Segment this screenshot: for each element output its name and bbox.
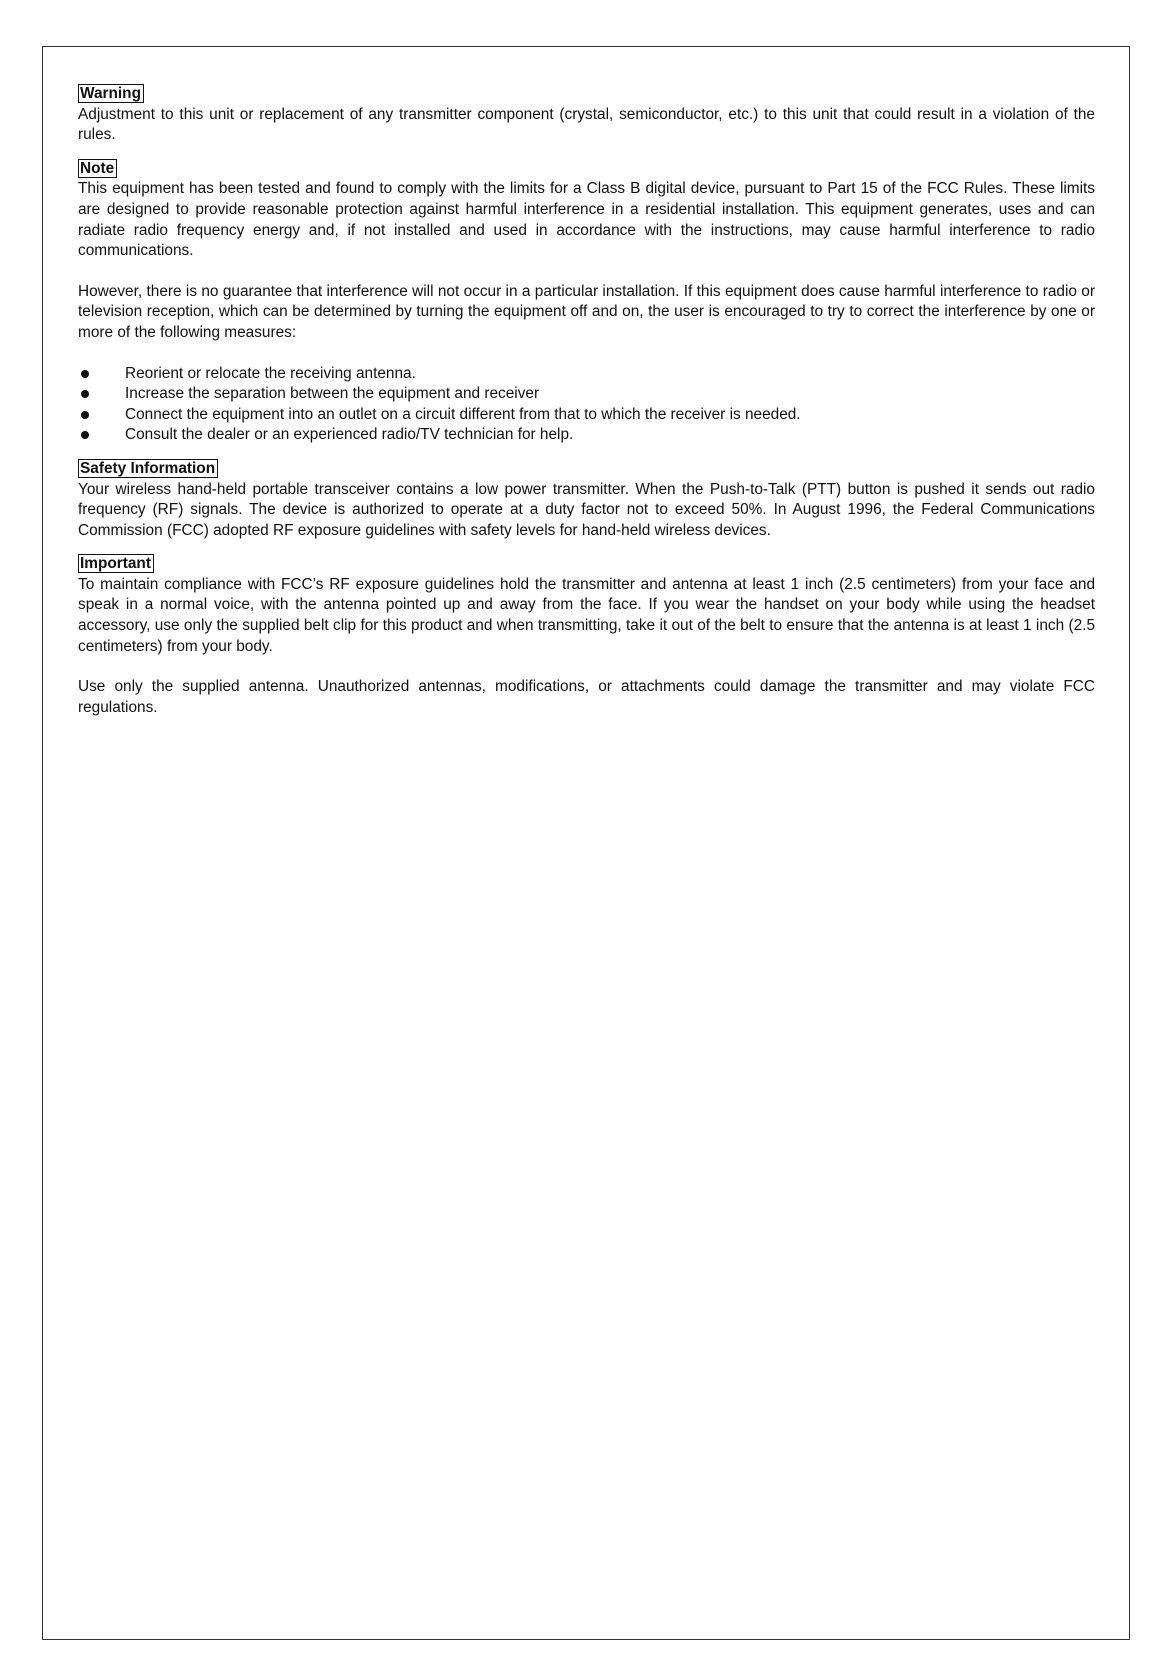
important-section <box>78 554 1095 718</box>
warning-text: Adjustment to this unit or replacement of any transmitter component (crystal, semiconductor, etc.) to this unit that could result in a violation of the rules. <box>78 105 1095 144</box>
safety-section <box>78 459 1095 541</box>
warning-heading: Warning <box>78 84 144 103</box>
bullet-icon <box>81 390 89 398</box>
bullet-icon <box>81 431 89 439</box>
document-body <box>78 84 1095 731</box>
list-item-text: Connect the equipment into an outlet on a circuit different from that to which the receiver is needed. <box>125 405 801 423</box>
list-item <box>78 364 1095 385</box>
note-paragraph-1: This equipment has been tested and found to comply with the limits for a Class B digital device, pursuant to Part 15 of the FCC Rules. These limits are designed to provide reasonable protection against harmful interference in a residential installation. This equipment generates, uses and can radiate radio frequency energy and, if not installed and used in accordance with the instructions, may cause harmful interference to radio communications. <box>78 180 1095 260</box>
warning-section <box>78 84 1095 146</box>
note-paragraph-2: However, there is no guarantee that interference will not occur in a particular installation. If this equipment does cause harmful interference to radio or television reception, which can be determined by turning the equipment off and on, the user is encouraged to try to correct the interference by one or more of the following measures: <box>78 282 1095 341</box>
important-heading: Important <box>78 554 154 573</box>
list-item-text: Reorient or relocate the receiving antenna. <box>125 364 416 382</box>
list-item-text: Consult the dealer or an experienced radio/TV technician for help. <box>125 426 574 444</box>
list-item <box>78 384 1095 405</box>
important-paragraph-2: Use only the supplied antenna. Unauthorized antennas, modifications, or attachments could damage the transmitter and may violate FCC regulations. <box>78 678 1095 716</box>
note-section <box>78 159 1095 446</box>
list-item <box>78 405 1095 426</box>
safety-heading: Safety Information <box>78 459 218 478</box>
important-paragraph-1: To maintain compliance with FCC’s RF exposure guidelines hold the transmitter and antenna at least 1 inch (2.5 centimeters) from your face and speak in a normal voice, with the antenna pointed up and away from the face. If you wear the handset on your body while using the headset accessory, use only the supplied belt clip for this product and when transmitting, take it out of the belt to ensure that the antenna is at least 1 inch (2.5 centimeters) from your body. <box>78 575 1095 655</box>
bullet-icon <box>81 411 89 419</box>
safety-text: Your wireless hand-held portable transceiver contains a low power transmitter. When the Push-to-Talk (PTT) button is pushed it sends out radio frequency (RF) signals. The device is authorized to operate at a duty factor not to exceed 50%. In August 1996, the Federal Communications Commission (FCC) adopted RF exposure guidelines with safety levels for hand-held wireless devices. <box>78 480 1095 539</box>
note-heading: Note <box>78 159 117 178</box>
list-item-text: Increase the separation between the equipment and receiver <box>125 385 540 403</box>
list-item <box>78 425 1095 446</box>
measures-list <box>78 364 1095 446</box>
bullet-icon <box>81 370 89 378</box>
